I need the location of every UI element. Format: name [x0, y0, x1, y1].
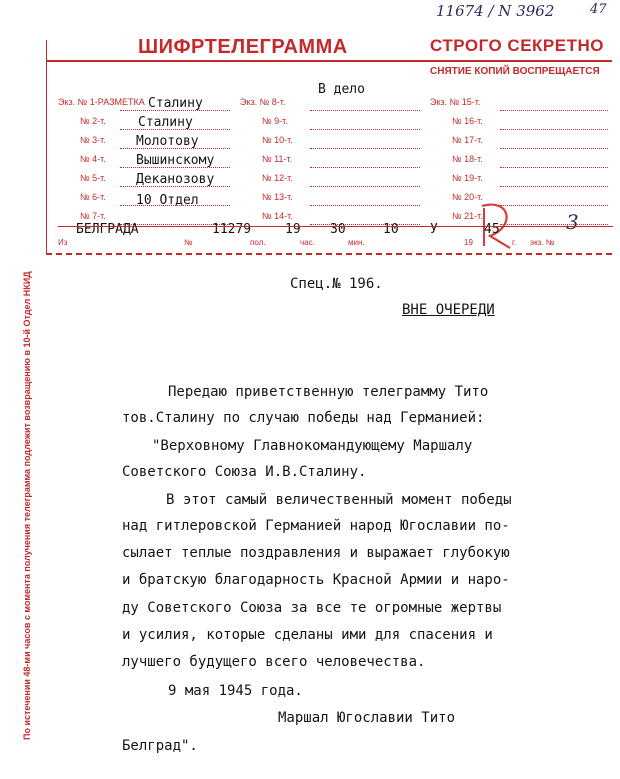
label-from: Из: [58, 238, 68, 247]
copy-count: 3: [566, 210, 579, 234]
label-year: 19: [464, 238, 473, 247]
label-minute: мин.: [348, 238, 365, 247]
body-line: Передаю приветственную телеграмму Тито: [168, 384, 489, 400]
copy-label: № 6-т.: [80, 192, 106, 202]
no-copy-notice: СНЯТИЕ КОПИЙ ВОСПРЕЩАЕТСЯ: [430, 66, 600, 77]
secret-stamp: СТРОГО СЕКРЕТНО: [430, 36, 604, 55]
handwritten-reference: 11674 / N 3962: [436, 2, 555, 20]
copy-label: № 16-т.: [452, 116, 483, 126]
telegram-number: 11279: [212, 222, 252, 237]
copy-label: № 18-т.: [452, 154, 483, 164]
body-line: и братскую благодарность Красной Армии и наро-: [122, 572, 510, 588]
copy-label: № 17-т.: [452, 135, 483, 145]
form-title: ШИФРТЕЛЕГРАММА: [138, 36, 348, 58]
return-notice: По истечении 48-ми часов с момента получения телеграмма подлежит возвращению в 10-й Отдел НКИД: [22, 271, 32, 740]
label-hour: час.: [300, 238, 315, 247]
body-line: и усилия, которые сделаны ими для спасения и: [122, 627, 493, 643]
copy-label: № 19-т.: [452, 173, 483, 183]
label-year-suffix: г.: [512, 238, 517, 247]
copy-label: № 4-т.: [80, 154, 106, 164]
dispatch-code: У: [430, 222, 438, 237]
priority-mark: ВНЕ ОЧЕРЕДИ: [402, 302, 495, 318]
recipient: Вышинскому: [136, 153, 215, 168]
origin-city: БЕЛГРАДА: [76, 222, 139, 237]
copy-label: № 3-т.: [80, 135, 106, 145]
copy-label: № 10-т.: [262, 135, 293, 145]
recipient: Сталину: [138, 115, 193, 130]
copy-label: Экз. № 15-т.: [430, 97, 481, 107]
copy-label: № 13-т.: [262, 192, 293, 202]
spec-number: Спец.№ 196.: [290, 276, 383, 292]
copy-label: № 5-т.: [80, 173, 106, 183]
received-hour: 30: [330, 222, 346, 237]
body-line: сылает теплые поздравления и выражает глубокую: [122, 545, 510, 561]
body-line: ду Советского Союза за все те огромные жертвы: [122, 600, 502, 616]
received-day: 19: [285, 222, 301, 237]
copy-label: № 11-т.: [262, 154, 293, 164]
copy-label: Экз. № 1-РАЗМЕТКА: [58, 97, 145, 107]
copy-label: № 20-т.: [452, 192, 483, 202]
transmission-rule: [58, 226, 613, 227]
label-received: пол.: [250, 238, 266, 247]
body-line: над гитлеровской Германией народ Югославии по-: [122, 518, 510, 534]
handwritten-page-number: 47: [590, 2, 607, 17]
closing-line: Белград".: [122, 738, 198, 754]
header-rule: [46, 60, 612, 62]
form-left-rule: [46, 40, 47, 255]
copy-label: № 14-т.: [262, 211, 293, 221]
form-bottom-rule: [46, 253, 612, 255]
label-copies: экз. №: [530, 238, 555, 247]
body-line: лучшего будущего всего человечества.: [122, 654, 426, 670]
recipient: Деканозову: [136, 172, 215, 187]
recipient: Сталину: [148, 96, 203, 111]
received-year: 45: [484, 222, 500, 237]
copy-label: № 9-т.: [262, 116, 288, 126]
signature-line: Маршал Югославии Тито: [278, 710, 456, 726]
copy-label: № 7-т.: [80, 211, 106, 221]
copy-label: Экз. № 8-т.: [240, 97, 286, 107]
body-line: Советского Союза И.В.Сталину.: [122, 464, 367, 480]
file-stamp: В дело: [318, 82, 365, 97]
body-line: "Верховному Главнокомандующему Маршалу: [152, 438, 473, 454]
recipient: Молотову: [136, 134, 199, 149]
label-number: №: [184, 238, 193, 247]
body-line: тов.Сталину по случаю победы над Германией:: [122, 410, 485, 426]
date-line: 9 мая 1945 года.: [168, 683, 303, 699]
copy-label: № 21-т.: [452, 211, 483, 221]
body-line: В этот самый величественный момент победы: [166, 492, 512, 508]
copy-label: № 2-т.: [80, 116, 106, 126]
received-minute: 10: [383, 222, 399, 237]
copy-label: № 12-т.: [262, 173, 293, 183]
recipient: 10 Отдел: [136, 193, 199, 208]
